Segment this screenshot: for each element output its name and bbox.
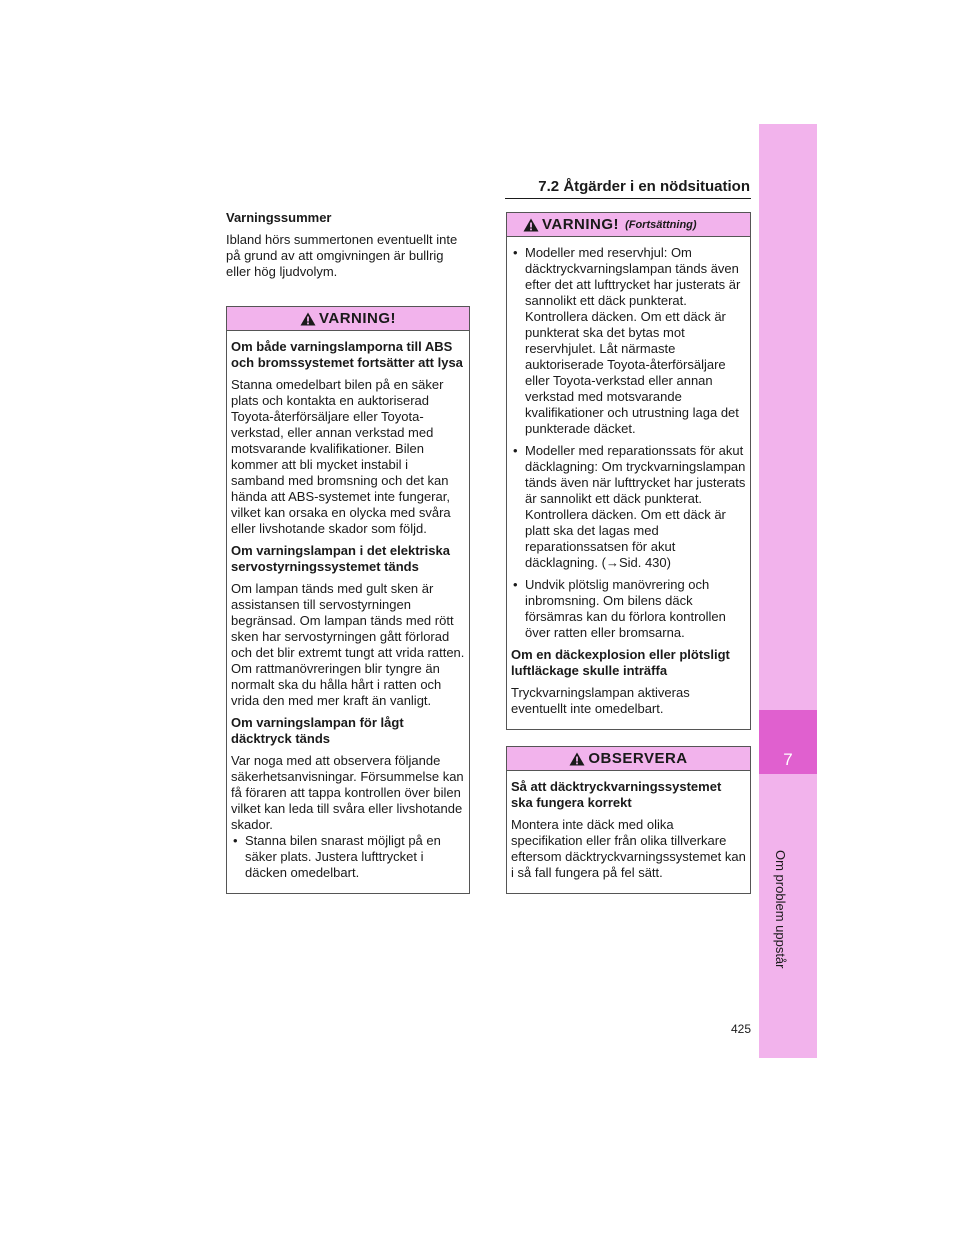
abs-paragraph: Stanna omedelbart bilen på en säker plats och kontakta en auktoriserad Toyota-återförsäljare eller Toyota-verkstad, eller annan verkstad med motsvarande kvalifikationer. Bilen kommer att bli mycket instabil i samband med bromsning och det kan hända att ABS-systemet inte fungerar, vilket kan orsaka en olycka med svåra eller livshotande skador som följd. [231, 377, 451, 536]
warning-triangle-icon [523, 218, 539, 232]
chapter-number-badge[interactable] [759, 710, 817, 774]
notice-header [507, 747, 750, 771]
list-item: • Modeller med reservhjul: Om däcktryckvarningslampan tänds även efter det att lufttrycket har justerats är sannolikt ett däck punkterat. Kontrollera däcken. Om ett däck är punkterat ska det bytas mot reservhjulet. Låt närmaste auktoriserade Toyota-återförsäljare eller Toyota-verkstad eller annan verkstad med motsvarande kvalifikationer och utrustning laga det punkterade däcket. [511, 245, 746, 437]
eps-paragraph: Om lampan tänds med gult sken är assistansen till servostyrningen begränsad. Om lampan tänds med rött sken har servostyrningen gått förlorad och det blir extremt tungt att vrida ratten. Om rattmanövreringen blir tyngre än normalt ska du hålla hårt i ratten och vrida den med mer kraft än vanligt. [231, 581, 465, 708]
list-item: • Stanna bilen snarast möjligt på en säker plats. Justera lufttrycket i däcken omedelbart. [231, 833, 465, 881]
warning-continued-header [507, 213, 750, 237]
notice-title: OBSERVERA [588, 749, 688, 767]
chapter-side-tab [759, 124, 817, 1058]
continuation-label: (Fortsättning) [625, 218, 697, 231]
blowout-paragraph: Tryckvarningslampan aktiveras eventuellt inte omedelbart. [511, 685, 690, 716]
eps-heading: Om varningslampan i det elektriska servostyrningssystemet tänds [231, 543, 450, 574]
notice-body [507, 771, 750, 893]
warning-continued-body [507, 237, 750, 729]
header-divider [505, 198, 751, 199]
section-title: 7.2 Åtgärder i en nödsituation [538, 178, 750, 195]
notice-heading: Så att däcktryckvarningssystemet ska fungera korrekt [511, 779, 722, 810]
buzzer-heading: Varningssummer [226, 210, 332, 225]
warning-title: VARNING! [542, 215, 620, 233]
chapter-number: 7 [783, 750, 793, 769]
notice-paragraph: Montera inte däck med olika specifikation eller från olika tillverkare eftersom däcktryckvarningssystemet kan i så fall fungera på fel sätt. [511, 817, 746, 880]
warning-body [227, 331, 469, 893]
chapter-label: Om problem uppstår [773, 850, 788, 969]
list-item: • Modeller med reparationssats för akut däcklagning: Om tryckvarningslampan tänds även när lufttrycket har justerats är sannolikt ett däck punkterat. Kontrollera däcken. Om ett däck är platt ska det lagas med reparationssatsen för akut däcklagning. (→Sid. 430) [511, 443, 746, 571]
warning-triangle-icon [300, 312, 316, 326]
warning-title: VARNING! [318, 309, 397, 327]
buzzer-paragraph: Ibland hörs summertonen eventuellt inte på grund av att omgivningen är bullrig eller hög ljudvolym. [226, 232, 458, 279]
right-column [506, 212, 751, 894]
abs-heading: Om både varningslamporna till ABS och bromssystemet fortsätter att lysa [231, 339, 463, 370]
list-item: • Undvik plötslig manövrering och inbromsning. Om bilens däck försämras kan du förlora kontrollen över ratten eller bromsarna. [511, 577, 746, 641]
notice-icon [569, 752, 585, 766]
left-column [226, 210, 470, 894]
warning-box [226, 306, 470, 894]
tpws-paragraph: Var noga med att observera följande säkerhetsanvisningar. Försummelse kan få föraren att tappa kontrollen över bilen vilket kan leda till svåra eller livshotande skador. [231, 753, 464, 832]
warning-header [227, 307, 469, 331]
warning-continued-box [506, 212, 751, 730]
blowout-heading: Om en däckexplosion eller plötsligt luftläckage skulle inträffa [511, 647, 730, 678]
tpws-heading: Om varningslampan för lågt däcktryck tänds [231, 715, 404, 746]
page-number: 425 [730, 1022, 751, 1036]
notice-box [506, 746, 751, 894]
